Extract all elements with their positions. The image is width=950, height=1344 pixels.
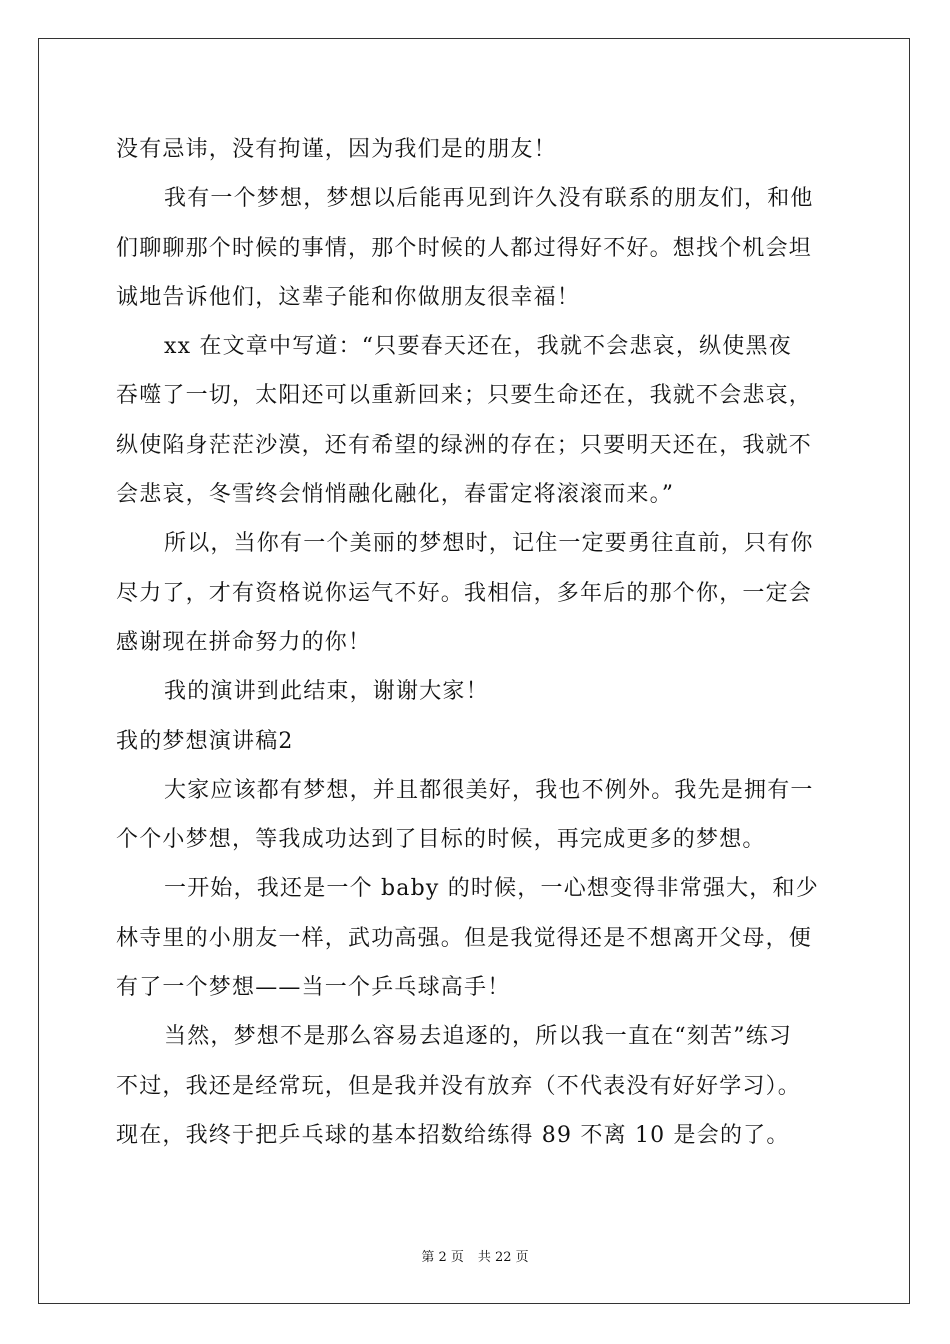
text-line: xx 在文章中写道：“只要春天还在，我就不会悲哀，纵使黑夜 bbox=[164, 334, 792, 360]
section-heading: 我的梦想演讲稿2 bbox=[116, 728, 294, 754]
text-line: 会悲哀，冬雪终会悄悄融化融化，春雷定将滚滚而来。” bbox=[116, 482, 675, 508]
page-number: 第 2 页 bbox=[421, 1250, 464, 1265]
text-line: 有了一个梦想——当一个乒乓球高手！ bbox=[116, 975, 511, 1001]
text-line: 所以，当你有一个美丽的梦想时，记住一定要勇往直前，只有你 bbox=[164, 531, 814, 557]
text-line: 诚地告诉他们，这辈子能和你做朋友很幸福！ bbox=[116, 284, 581, 310]
text-line: 我的演讲到此结束，谢谢大家！ bbox=[164, 679, 489, 705]
document-body bbox=[116, 125, 836, 1160]
text-line: 感谢现在拼命努力的你！ bbox=[116, 629, 372, 655]
text-line: 尽力了，才有资格说你运气不好。我相信，多年后的那个你，一定会 bbox=[116, 580, 813, 606]
text-line: 吞噬了一切，太阳还可以重新回来；只要生命还在，我就不会悲哀， bbox=[116, 383, 813, 409]
text-line: 现在，我终于把乒乓球的基本招数给练得 89 不离 10 是会的了。 bbox=[116, 1122, 790, 1148]
text-line: 个个小梦想，等我成功达到了目标的时候，再完成更多的梦想。 bbox=[116, 827, 766, 853]
text-line: 没有忌讳，没有拘谨，因为我们是的朋友！ bbox=[116, 137, 557, 162]
page-total: 共 22 页 bbox=[477, 1250, 529, 1265]
text-line: 们聊聊那个时候的事情，那个时候的人都过得好不好。想找个机会坦 bbox=[116, 235, 813, 261]
text-line: 大家应该都有梦想，并且都很美好，我也不例外。我先是拥有一 bbox=[164, 777, 814, 803]
page-footer bbox=[0, 1246, 950, 1265]
text-line: 纵使陷身茫茫沙漠，还有希望的绿洲的存在；只要明天还在，我就不 bbox=[116, 432, 813, 458]
text-line: 林寺里的小朋友一样，武功高强。但是我觉得还是不想离开父母，便 bbox=[116, 925, 813, 951]
text-line: 一开始，我还是一个 baby 的时候，一心想变得非常强大，和少 bbox=[164, 876, 819, 902]
text-line: 不过，我还是经常玩，但是我并没有放弃（不代表没有好好学习）。 bbox=[116, 1073, 802, 1099]
text-line: 我有一个梦想，梦想以后能再见到许久没有联系的朋友们，和他 bbox=[164, 186, 814, 212]
text-line: 当然，梦想不是那么容易去追逐的，所以我一直在“刻苦”练习 bbox=[164, 1024, 793, 1050]
